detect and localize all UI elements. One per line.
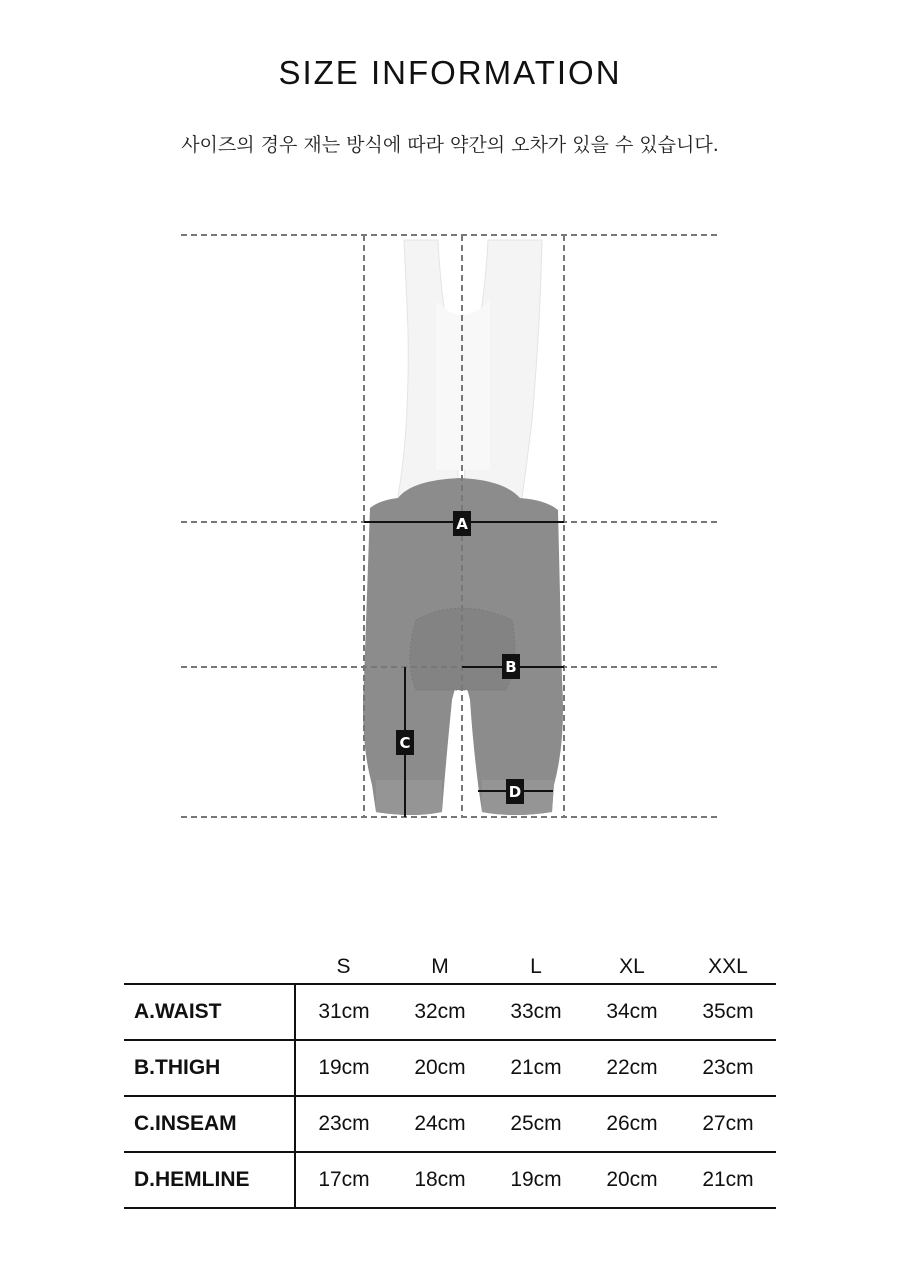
table-cell: 21cm [680,1152,776,1208]
table-cell: 20cm [392,1040,488,1096]
table-cell: 18cm [392,1152,488,1208]
table-cell: 34cm [584,984,680,1040]
marker-c-label: C [399,734,411,752]
table-cell: 19cm [488,1152,584,1208]
row-label-thigh: B.THIGH [124,1040,295,1096]
table-cell: 35cm [680,984,776,1040]
table-cell: 17cm [295,1152,392,1208]
marker-c [396,730,414,755]
marker-d-label: D [508,783,522,801]
row-label-hemline: D.HEMLINE [124,1152,295,1208]
table-cell: 24cm [392,1096,488,1152]
table-cell: 19cm [295,1040,392,1096]
measurement-note: 사이즈의 경우 재는 방식에 따라 약간의 오차가 있을 수 있습니다. [181,134,719,156]
table-cell: 31cm [295,984,392,1040]
table-cell: 20cm [584,1152,680,1208]
header-corner [124,944,295,984]
size-header-l: L [488,944,584,984]
table-cell: 32cm [392,984,488,1040]
marker-a [453,511,471,536]
size-header-s: S [295,944,392,984]
size-header-row [124,944,776,984]
table-row [124,984,776,1040]
size-header-xxl: XXL [680,944,776,984]
marker-a-label: A [456,515,468,533]
row-label-inseam: C.INSEAM [124,1096,295,1152]
marker-b-label: B [505,658,517,676]
size-header-xl: XL [584,944,680,984]
marker-b [502,654,520,679]
table-cell: 21cm [488,1040,584,1096]
table-cell: 23cm [680,1040,776,1096]
row-label-waist: A.WAIST [124,984,295,1040]
size-header-m: M [392,944,488,984]
table-row [124,1152,776,1208]
table-row [124,1040,776,1096]
table-cell: 26cm [584,1096,680,1152]
table-cell: 27cm [680,1096,776,1152]
table-cell: 23cm [295,1096,392,1152]
leg-gripper-left [376,780,442,815]
page-title: SIZE INFORMATION [278,54,622,91]
size-table [124,944,776,1209]
table-cell: 25cm [488,1096,584,1152]
table-cell: 22cm [584,1040,680,1096]
table-cell: 33cm [488,984,584,1040]
marker-d [506,779,524,804]
table-row [124,1096,776,1152]
